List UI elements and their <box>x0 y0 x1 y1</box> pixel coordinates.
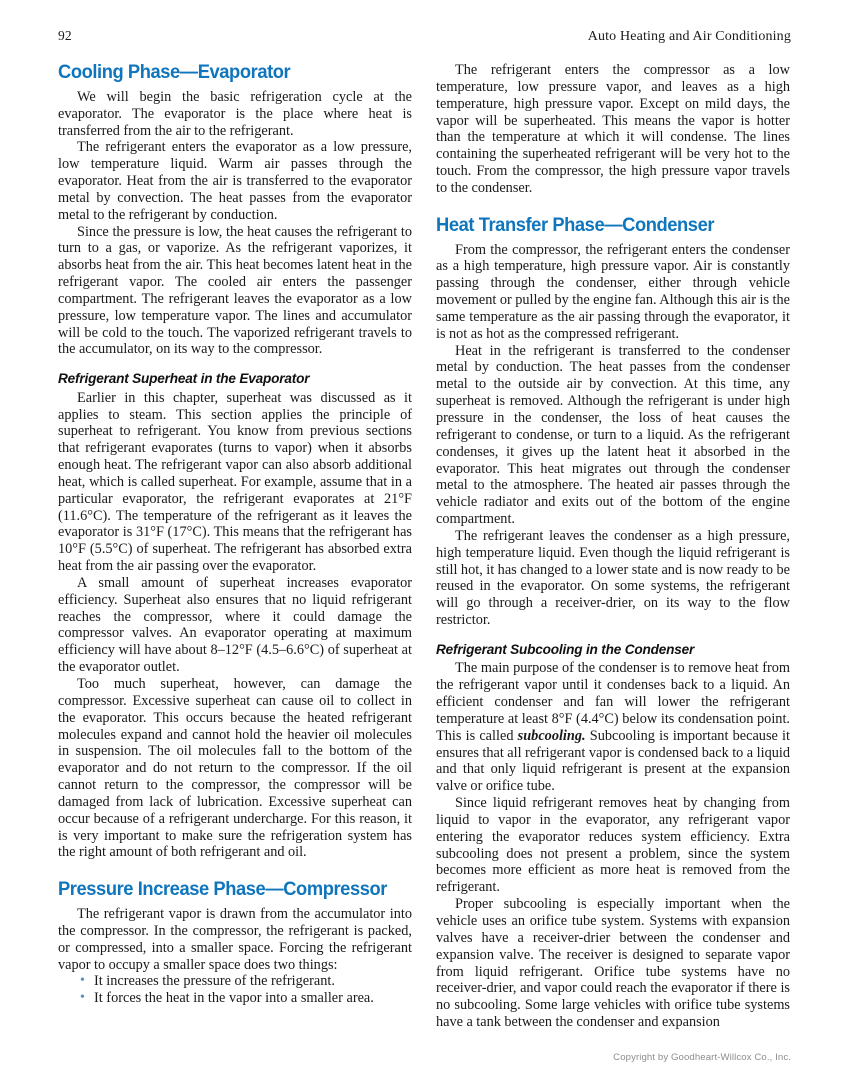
emphasis-term-subcooling: subcooling. <box>517 727 586 744</box>
section-heading-heat-transfer-phase-condenser: Heat Transfer Phase—Condenser <box>436 213 715 236</box>
paragraph: Heat in the refrigerant is transferred to the condenser metal by conduction. The heat passes from the condenser metal to the outside air by convection. At this time, any superheat is removed. Although the refrigerant is under high pressure in the condenser, the loss of heat causes the refrigerant to condense, or turn to a liquid. As the refrigerant condenses, it gives up the latent heat it absorbed in the evaporator. This heat migrates out through the condenser metal to the atmosphere. The heated air passes through the vehicle radiator and exits out of the bottom of the engine compartment. <box>436 342 790 528</box>
paragraph: Since the pressure is low, the heat causes the refrigerant to turn to a gas, or vaporize. As the refrigerant vaporizes, it absorbs heat from the air. This heat becomes latent heat in the refrigerant vapor. The cooled air enters the passenger compartment. The refrigerant leaves the evaporator as a low pressure, low temperature vapor. The lines and accumulator will be cold to the touch. The vaporized refrigerant travels to the accumulator, on its way to the compressor. <box>58 223 412 358</box>
list-item: • It increases the pressure of the refrigerant. <box>80 973 412 990</box>
paragraph: Proper subcooling is especially important when the vehicle uses an orifice tube system. Systems with expansion valves have a receiver-drier between the condenser and expansion valve. The receiver is designed to separate vapor from liquid refrigerant. Orifice tube systems have no receiver-drier, and vapor could reach the evaporator if there is no subcooling. Some large vehicles with orifice tube systems have a tank between the condenser and expansion <box>436 896 790 1031</box>
section-heading-pressure-increase-phase-compressor: Pressure Increase Phase—Compressor <box>58 878 387 901</box>
running-head <box>58 28 791 45</box>
copyright-notice: Copyright by Goodheart-Willcox Co., Inc. <box>613 1052 791 1063</box>
paragraph: Too much superheat, however, can damage the compressor. Excessive superheat can cause oil to collect in the evaporator. This occurs because the heated refrigerant molecules expand and cannot hold the heavier oil molecules in suspension. The oil molecules fall to the bottom of the evaporator and do not return to the compressor. If the oil cannot return to the compressor, the compressor will be damaged from lack of lubrication. Excessive superheat can occur because of a refrigerant undercharge. For this reason, it is very important to make sure the refrigeration system has the right amount of both refrigerant and oil. <box>58 676 412 861</box>
subheading-refrigerant-subcooling-in-the-condenser: Refrigerant Subcooling in the Condenser <box>436 641 695 658</box>
paragraph: The refrigerant vapor is drawn from the accumulator into the compressor. In the compressor, the refrigerant is packed, or compressed, into a smaller space. Forcing the refrigerant vapor to occupy a smaller space does two things: <box>58 906 412 973</box>
paragraph: The refrigerant enters the evaporator as a low pressure, low temperature liquid. Warm air passes through the evaporator. Heat from the air is transferred to the evaporator metal by convection. The heat passes from the evaporator metal to the refrigerant by conduction. <box>58 139 412 223</box>
right-column <box>436 62 790 1031</box>
paragraph-text-after-emphasis: Subcooling is important because it ensures that all refrigerant vapor is condensed back to a liquid and that only liquid refrigerant is present at the expansion valve or orifice tube. <box>436 727 790 795</box>
page-number: 92 <box>58 28 72 43</box>
book-title: Auto Heating and Air Conditioning <box>587 29 791 44</box>
paragraph-with-emphasis <box>436 660 790 795</box>
paragraph: Since liquid refrigerant removes heat by changing from liquid to vapor in the evaporator, any refrigerant vapor entering the evaporator reduces system efficiency. Extra subcooling does not present a problem, since the system becomes more efficient as more heat is removed from the refrigerant. <box>436 795 790 896</box>
paragraph-text-before-emphasis: The main purpose of the condenser is to remove heat from the refrigerant vapor until it condenses back to a liquid. An efficient condenser and fan will lower the refrigerant temperature at least 8°F (4.4°C) below its condensation point. This is called <box>436 660 790 744</box>
subheading-refrigerant-superheat-in-the-evaporator: Refrigerant Superheat in the Evaporator <box>58 371 310 388</box>
paragraph: The refrigerant leaves the condenser as a high pressure, high temperature liquid. Even though the liquid refrigerant is still hot, it has changed to a lower state and is now ready to be reused in the evaporator. On some systems, the refrigerant will go through a receiver-drier, on its way to the flow restrictor. <box>436 527 790 629</box>
paragraph: A small amount of superheat increases evaporator efficiency. Superheat also ensures that no liquid refrigerant reaches the compressor, where it could damage the compressor valves. An evaporator operating at maximum efficiency will have about 8–12°F (4.5–6.6°C) of superheat at the evaporator outlet. <box>58 574 412 676</box>
paragraph: The refrigerant enters the compressor as a low temperature, low pressure vapor, and leaves as a high temperature, high pressure vapor. Except on mild days, the vapor will be superheated. This means the vapor is hotter than the temperature at which it will condense. The lines containing the superheated refrigerant will be very hot to the touch. From the compressor, the high pressure vapor travels to the condenser. <box>436 62 790 196</box>
bullet-list <box>58 973 412 1007</box>
left-column <box>58 62 412 1022</box>
section-heading-cooling-phase-evaporator: Cooling Phase—Evaporator <box>58 61 291 83</box>
two-column-body <box>58 61 791 1031</box>
list-item: • It forces the heat in the vapor into a smaller area. <box>80 990 412 1007</box>
paragraph: From the compressor, the refrigerant enters the condenser as a high temperature, high pressure vapor. Air is constantly passing through the condenser, either through vehicle movement or pulled by the engine fan. Although this air is the same temperature as the air passing through the evaporator, it is not as hot as the compressed refrigerant. <box>436 241 790 342</box>
paragraph: Earlier in this chapter, superheat was discussed as it applies to steam. This section applies the principle of superheat to refrigerant. You know from previous sections that refrigerant evaporates (turns to vapor) when it absorbs enough heat. The refrigerant vapor can also absorb additional heat, which is called superheat. For example, assume that in a particular evaporator, the refrigerant evaporates at 21°F (11.6°C). The temperature of the refrigerant as it leaves the evaporator is 31°F (17°C). This means that the refrigerant has 10°F (5.5°C) of superheat. The refrigerant has absorbed extra heat from the air passing over the evaporator. <box>58 389 412 575</box>
paragraph: We will begin the basic refrigeration cycle at the evaporator. The evaporator is the place where heat is transferred from the air to the refrigerant. <box>58 88 412 139</box>
